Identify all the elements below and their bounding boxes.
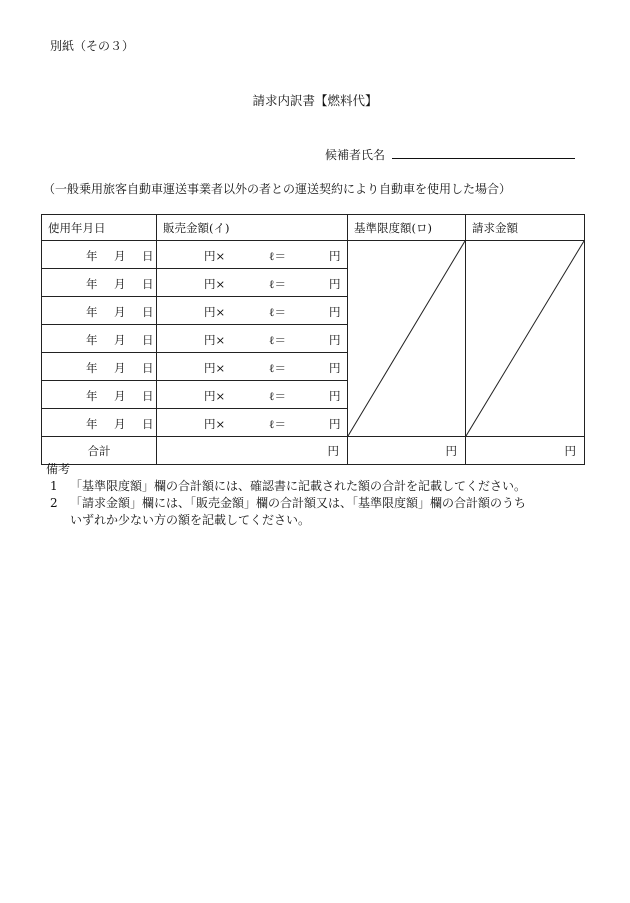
year-label: 年 [86,249,98,263]
yen-label: 円 [329,277,341,291]
liter-label: ℓ＝ [269,389,287,403]
contract-condition-text: （一般乗用旅客自動車運送事業者以外の者との運送契約により自動車を使用した場合） [43,182,512,196]
remark-item [46,478,526,495]
sales-cell[interactable] [157,353,348,381]
header-claim: 請求金額 [466,215,585,241]
remark-number: 2 [50,496,58,510]
yen-label: 円 [329,417,341,431]
remark-text: 「基準限度額」欄の合計額には、確認書に記載された額の合計を記載してください。 [70,479,527,493]
year-label: 年 [86,305,98,319]
remarks-section [46,461,526,529]
day-label: 日 [142,249,154,263]
year-label: 年 [86,417,98,431]
yen-times-label: 円× [204,361,226,375]
liter-label: ℓ＝ [269,277,287,291]
yen-times-label: 円× [204,305,226,319]
sales-cell[interactable] [157,325,348,353]
remark-text: いずれか少ない方の額を記載してください。 [70,513,311,527]
date-cell[interactable] [42,297,157,325]
sales-cell[interactable] [157,297,348,325]
remark-item-continued [46,512,526,529]
attachment-label: 別紙（その３） [50,39,135,53]
liter-label: ℓ＝ [269,361,287,375]
yen-times-label: 円× [204,333,226,347]
remark-item [46,495,526,512]
month-label: 月 [114,249,126,263]
yen-label: 円 [329,333,341,347]
diagonal-strike [348,241,465,436]
sales-cell[interactable] [157,241,348,269]
header-date: 使用年月日 [42,215,157,241]
date-cell[interactable] [42,269,157,297]
document-title: 請求内訳書【燃料代】 [252,93,378,108]
day-label: 日 [142,389,154,403]
candidate-name-label: 候補者氏名 [325,148,386,162]
liter-label: ℓ＝ [269,305,287,319]
header-sales: 販売金額(イ) [157,215,348,241]
table-header-row [42,215,585,241]
remark-text: 「請求金額」欄には、「販売金額」欄の合計額又は、「基準限度額」欄の合計額のうち [70,496,527,510]
table-row [42,241,585,269]
month-label: 月 [114,305,126,319]
sales-cell[interactable] [157,409,348,437]
liter-label: ℓ＝ [269,333,287,347]
yen-times-label: 円× [204,389,226,403]
yen-times-label: 円× [204,277,226,291]
date-cell[interactable] [42,353,157,381]
yen-label: 円 [329,305,341,319]
month-label: 月 [114,389,126,403]
total-claim-cell[interactable]: 円 [466,437,585,465]
yen-label: 円 [329,361,341,375]
date-cell[interactable] [42,325,157,353]
yen-label: 円 [329,249,341,263]
year-label: 年 [86,277,98,291]
day-label: 日 [142,417,154,431]
remark-number: 1 [50,479,58,493]
total-sales-cell[interactable]: 円 [157,437,348,465]
claim-cell-blocked [466,241,585,437]
month-label: 月 [114,417,126,431]
day-label: 日 [142,333,154,347]
diagonal-strike [466,241,584,436]
yen-label: 円 [329,389,341,403]
month-label: 月 [114,277,126,291]
date-cell[interactable] [42,381,157,409]
month-label: 月 [114,333,126,347]
liter-label: ℓ＝ [269,249,287,263]
year-label: 年 [86,333,98,347]
candidate-name-field[interactable] [392,158,575,159]
sales-cell[interactable] [157,381,348,409]
remarks-heading: 備考 [46,462,71,476]
date-cell[interactable] [42,241,157,269]
year-label: 年 [86,389,98,403]
day-label: 日 [142,305,154,319]
header-limit: 基準限度額(ロ) [348,215,466,241]
yen-times-label: 円× [204,417,226,431]
date-cell[interactable] [42,409,157,437]
total-label: 合計 [42,437,157,465]
total-limit-cell[interactable]: 円 [348,437,466,465]
sales-cell[interactable] [157,269,348,297]
day-label: 日 [142,277,154,291]
fuel-cost-table [41,214,585,465]
month-label: 月 [114,361,126,375]
liter-label: ℓ＝ [269,417,287,431]
limit-cell-blocked [348,241,466,437]
day-label: 日 [142,361,154,375]
year-label: 年 [86,361,98,375]
yen-times-label: 円× [204,249,226,263]
